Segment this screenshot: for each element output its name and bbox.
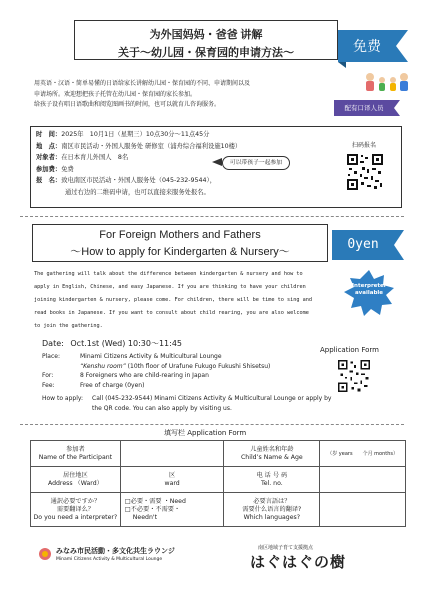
lounge-logo (38, 546, 52, 560)
interpreter-options[interactable]: □必要・需要 ・Need □不必要・不需要・ Needn't (120, 493, 224, 527)
cn-detail-time: 时 间：2025年 10月1日（星期三）10点30分～11点45分 (36, 131, 210, 138)
cn-qr-code[interactable] (345, 152, 385, 192)
en-qr-code[interactable] (336, 358, 372, 394)
en-date-value: Oct.1st (Wed) 10:30～11:45 (70, 339, 183, 348)
en-ribbon-tail (394, 230, 404, 260)
cn-detail-apply-2: 通过右边的二维码申请，也可以直接来服务处报名。 (65, 188, 210, 196)
en-intro-line: read books in Japanese. If you want to consult about child rearing, you are also welcome (34, 310, 309, 316)
en-intro (34, 268, 334, 333)
tel-label-cell: 电 话 号 码 Tel. no. (224, 467, 320, 493)
interpreter-label-cell: 通訳必要ですか？ 需要翻译么？ Do you need a interpreter? (31, 493, 121, 527)
en-how-row (42, 394, 382, 413)
participant-label-cell: 参加者 Name of the Participant (31, 441, 121, 467)
cn-detail-target: 对象者：在日本育儿外国人 8名 (36, 154, 129, 161)
cn-title-line2: 关于～幼儿园・保育园的申请方法～ (118, 47, 294, 59)
age-placeholder: （岁 years 个月 months） (327, 450, 398, 457)
en-place-row: Place: Minami Citizens Activity & Multicultural Lounge (42, 353, 222, 360)
en-title-line2: ～How to apply for Kindergarten & Nursery～ (70, 246, 290, 258)
cn-detail-fee: 参加费：免费 (36, 165, 74, 173)
en-interpreter-badge (344, 270, 394, 316)
tel-input[interactable] (320, 467, 406, 493)
cn-interpreter-tail (394, 100, 400, 116)
ribbon-fold (338, 62, 346, 68)
cn-interpreter-badge (334, 100, 394, 116)
language-label-cell: 必要言語は？ 需要什么语言的翻译? Which languages? (224, 493, 320, 527)
en-how-label: How to apply: (42, 395, 84, 402)
cn-free-text: 免费 (353, 38, 381, 54)
en-date-label: Date: (42, 339, 64, 348)
en-intro-line: apply in English, Chinese, and easy Japanese. If you are thinking to have your children (34, 284, 306, 290)
cn-intro (34, 79, 334, 111)
cn-bubble-text: 可以带孩子一起参加 (229, 160, 283, 166)
en-interpreter-text: Interpreter available (352, 283, 387, 296)
cn-title-line1: 为外国妈妈・爸爸 讲解 (149, 29, 263, 41)
en-date-row (42, 338, 182, 349)
en-how-value-2: the QR code. You can also apply by visiting us. (92, 404, 232, 412)
ribbon-tail (396, 30, 408, 62)
en-title-line1: For Foreign Mothers and Fathers (99, 229, 261, 241)
language-input[interactable] (320, 493, 406, 527)
cn-intro-line: 申请场所。欢迎想把孩子托管在幼儿园・保育园的家长参加。 (34, 90, 197, 98)
cn-detail-place: 地 点：南区市民活动・外国人服务处 研修室（浦舟综合福利设施10楼） (36, 142, 242, 150)
en-intro-line: The gathering will talk about the difference between kindergarten & nursery and how to (34, 271, 303, 277)
need-checkbox[interactable]: □必要・需要 ・Need (124, 497, 186, 505)
hagu-logo-text: はぐはぐの樹 (250, 553, 347, 571)
en-how-value: Call (045-232-9544) Minami Citizens Activity & Multicultural Lounge or apply by (92, 395, 332, 402)
en-details (42, 352, 362, 390)
cn-intro-line: 用英语・汉语・简单易懂的日语给家长讲解幼儿园・保育园的不同、申请期间以及 (34, 80, 251, 87)
lounge-name-jp: みなみ市民活動・多文化共生ラウンジ (56, 547, 175, 555)
child-input[interactable] (320, 441, 406, 467)
cn-qr-label: 扫码报名 (352, 142, 377, 149)
cn-bubble-tail (212, 158, 222, 166)
lounge-name-en: Minami Citizens Activity & Multicultural Lounge (56, 557, 163, 562)
form-title: 填写栏 Application Form (164, 429, 247, 437)
cn-bubble (222, 156, 290, 170)
noneed-checkbox[interactable]: □不必要・不需要・ (124, 505, 181, 513)
en-free-text: 0yen (347, 237, 379, 252)
en-application-form-label: Application Form (320, 346, 379, 354)
ward-input[interactable]: 区 ward (120, 467, 224, 493)
cn-free-badge (338, 30, 396, 62)
en-fee-row: Fee: Free of charge (0yen) (42, 381, 145, 389)
en-intro-line: joining kindergarten & nursery, please come. For children, there will be time to sing and (34, 297, 312, 303)
en-title-box (32, 224, 328, 262)
section-divider-2 (20, 424, 404, 425)
cn-title-box (74, 20, 338, 60)
family-illustration (362, 70, 410, 94)
en-free-badge (332, 230, 394, 260)
application-form-table (30, 440, 406, 527)
cn-intro-line: 给孩子设有唱日语歌曲和阅览图画书的时间，也可以就育儿咨询服务。 (34, 101, 221, 108)
section-divider-1 (20, 216, 404, 217)
hagu-subtitle: 南区地域子育て支援拠点 (258, 545, 314, 551)
cn-interpreter-text: 配有口译人员 (344, 104, 384, 112)
en-for-row: For: 8 Foreigners who are child-rearing in Japan (42, 372, 209, 379)
child-label-cell: 儿童姓名和年龄 Child’s Name & Age (224, 441, 320, 467)
participant-input[interactable] (120, 441, 224, 467)
cn-detail-apply: 报 名：致电南区市民活动・外国人服务处（045-232-9544）， (36, 177, 216, 184)
en-intro-line: to join the gathering. (34, 323, 103, 329)
cn-details (36, 129, 336, 198)
en-place-row-2: “Kenshu room” (10th floor of Urafune Fukugo Fukushi Shisetsu) (80, 362, 271, 370)
address-label-cell: 居住地区 Address （Ward） (31, 467, 121, 493)
